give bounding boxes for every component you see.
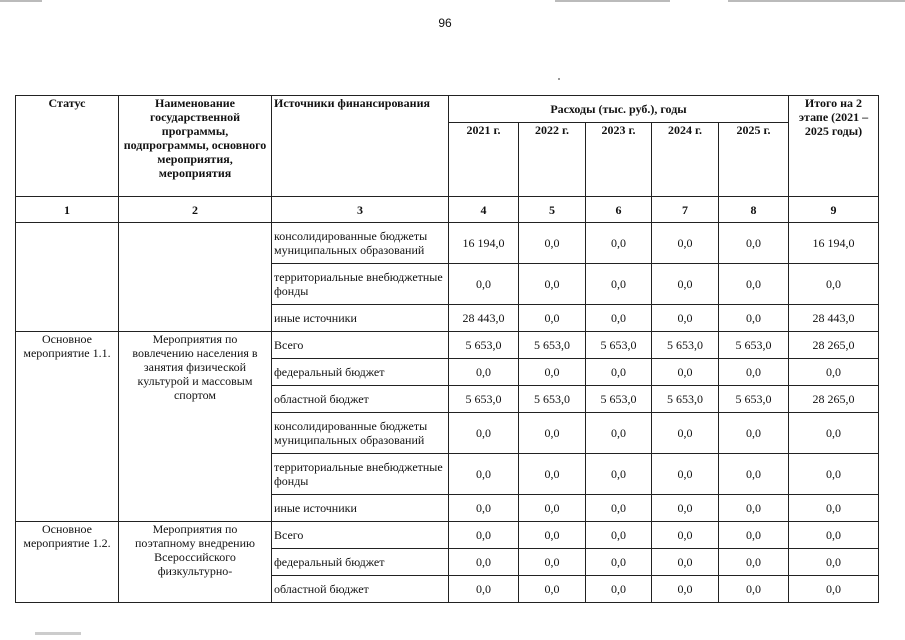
status-cell: Основное мероприятие 1.1. <box>16 332 119 522</box>
value-cell: 0,0 <box>719 305 789 332</box>
source-cell: Всего <box>272 332 449 359</box>
column-number: 8 <box>719 197 789 223</box>
value-cell: 0,0 <box>719 413 789 454</box>
total-cell: 0,0 <box>789 495 879 522</box>
header-expenses: Расходы (тыс. руб.), годы <box>449 96 789 123</box>
header-year: 2023 г. <box>586 123 652 197</box>
value-cell: 0,0 <box>652 576 719 603</box>
value-cell: 0,0 <box>586 576 652 603</box>
value-cell: 0,0 <box>586 522 652 549</box>
value-cell: 0,0 <box>652 305 719 332</box>
table-row <box>16 332 879 359</box>
value-cell: 28 443,0 <box>449 305 519 332</box>
value-cell: 0,0 <box>652 223 719 264</box>
activity-name-cell: Мероприятия по вовлечению населения в занятия физической культурой и массовым спортом <box>119 332 272 522</box>
value-cell: 0,0 <box>586 359 652 386</box>
total-cell: 28 265,0 <box>789 386 879 413</box>
value-cell: 0,0 <box>586 223 652 264</box>
value-cell: 16 194,0 <box>449 223 519 264</box>
source-cell: территориальные внебюджетные фонды <box>272 264 449 305</box>
source-cell: областной бюджет <box>272 576 449 603</box>
table-row <box>16 522 879 549</box>
value-cell: 5 653,0 <box>519 386 586 413</box>
source-cell: консолидированные бюджеты муниципальных образований <box>272 413 449 454</box>
column-number: 9 <box>789 197 879 223</box>
value-cell: 0,0 <box>449 413 519 454</box>
value-cell: 0,0 <box>519 359 586 386</box>
value-cell: 0,0 <box>719 454 789 495</box>
total-cell: 0,0 <box>789 359 879 386</box>
value-cell: 0,0 <box>449 522 519 549</box>
source-cell: федеральный бюджет <box>272 359 449 386</box>
value-cell: 5 653,0 <box>652 386 719 413</box>
value-cell: 5 653,0 <box>449 332 519 359</box>
value-cell: 0,0 <box>652 549 719 576</box>
value-cell: 0,0 <box>719 549 789 576</box>
total-cell: 28 265,0 <box>789 332 879 359</box>
table-row <box>16 223 879 264</box>
total-cell: 0,0 <box>789 413 879 454</box>
value-cell: 0,0 <box>719 359 789 386</box>
total-cell: 28 443,0 <box>789 305 879 332</box>
value-cell: 5 653,0 <box>586 332 652 359</box>
value-cell: 5 653,0 <box>449 386 519 413</box>
value-cell: 0,0 <box>719 495 789 522</box>
column-number: 7 <box>652 197 719 223</box>
value-cell: 0,0 <box>449 495 519 522</box>
source-cell: областной бюджет <box>272 386 449 413</box>
value-cell: 0,0 <box>449 576 519 603</box>
total-cell: 0,0 <box>789 576 879 603</box>
scan-speck <box>558 78 560 80</box>
source-cell: Всего <box>272 522 449 549</box>
source-cell: федеральный бюджет <box>272 549 449 576</box>
header-sources: Источники финансирования <box>272 96 449 197</box>
total-cell: 0,0 <box>789 522 879 549</box>
value-cell: 0,0 <box>449 549 519 576</box>
value-cell: 0,0 <box>586 413 652 454</box>
value-cell: 0,0 <box>519 576 586 603</box>
value-cell: 0,0 <box>652 359 719 386</box>
value-cell: 0,0 <box>586 264 652 305</box>
column-number: 1 <box>16 197 119 223</box>
value-cell: 0,0 <box>719 264 789 305</box>
total-cell: 0,0 <box>789 264 879 305</box>
page-number: 96 <box>438 16 452 30</box>
header-year: 2024 г. <box>652 123 719 197</box>
source-cell: иные источники <box>272 495 449 522</box>
value-cell: 0,0 <box>449 264 519 305</box>
column-number: 2 <box>119 197 272 223</box>
value-cell: 0,0 <box>519 549 586 576</box>
total-cell: 0,0 <box>789 454 879 495</box>
header-status: Статус <box>16 96 119 197</box>
total-cell: 16 194,0 <box>789 223 879 264</box>
activity-name-cell: Мероприятия по поэтапному внедрению Всероссийского физкультурно- <box>119 522 272 603</box>
value-cell: 0,0 <box>519 522 586 549</box>
header-total: Итого на 2 этапе (2021 – 2025 годы) <box>789 96 879 197</box>
column-number: 6 <box>586 197 652 223</box>
column-number: 4 <box>449 197 519 223</box>
status-cell <box>16 223 119 332</box>
value-cell: 0,0 <box>652 413 719 454</box>
source-cell: консолидированные бюджеты муниципальных образований <box>272 223 449 264</box>
value-cell: 5 653,0 <box>519 332 586 359</box>
value-cell: 0,0 <box>652 454 719 495</box>
value-cell: 5 653,0 <box>586 386 652 413</box>
value-cell: 0,0 <box>652 522 719 549</box>
header-year: 2022 г. <box>519 123 586 197</box>
source-cell: иные источники <box>272 305 449 332</box>
header-name: Наименование государственной программы, подпрограммы, основного мероприятия, мероприятия <box>119 96 272 197</box>
value-cell: 0,0 <box>719 576 789 603</box>
header-year: 2025 г. <box>719 123 789 197</box>
value-cell: 0,0 <box>519 223 586 264</box>
scan-mark <box>35 632 81 635</box>
value-cell: 0,0 <box>519 305 586 332</box>
value-cell: 0,0 <box>586 549 652 576</box>
value-cell: 0,0 <box>586 305 652 332</box>
total-cell: 0,0 <box>789 549 879 576</box>
value-cell: 0,0 <box>519 454 586 495</box>
value-cell: 0,0 <box>652 264 719 305</box>
value-cell: 0,0 <box>719 522 789 549</box>
value-cell: 0,0 <box>519 264 586 305</box>
value-cell: 5 653,0 <box>719 332 789 359</box>
value-cell: 0,0 <box>449 359 519 386</box>
budget-table <box>15 95 879 603</box>
activity-name-cell <box>119 223 272 332</box>
value-cell: 0,0 <box>586 454 652 495</box>
value-cell: 0,0 <box>586 495 652 522</box>
value-cell: 0,0 <box>519 495 586 522</box>
column-number: 3 <box>272 197 449 223</box>
status-cell: Основное мероприятие 1.2. <box>16 522 119 603</box>
header-year: 2021 г. <box>449 123 519 197</box>
value-cell: 0,0 <box>449 454 519 495</box>
value-cell: 5 653,0 <box>652 332 719 359</box>
value-cell: 0,0 <box>652 495 719 522</box>
value-cell: 0,0 <box>519 413 586 454</box>
column-number: 5 <box>519 197 586 223</box>
source-cell: территориальные внебюджетные фонды <box>272 454 449 495</box>
value-cell: 0,0 <box>719 223 789 264</box>
value-cell: 5 653,0 <box>719 386 789 413</box>
